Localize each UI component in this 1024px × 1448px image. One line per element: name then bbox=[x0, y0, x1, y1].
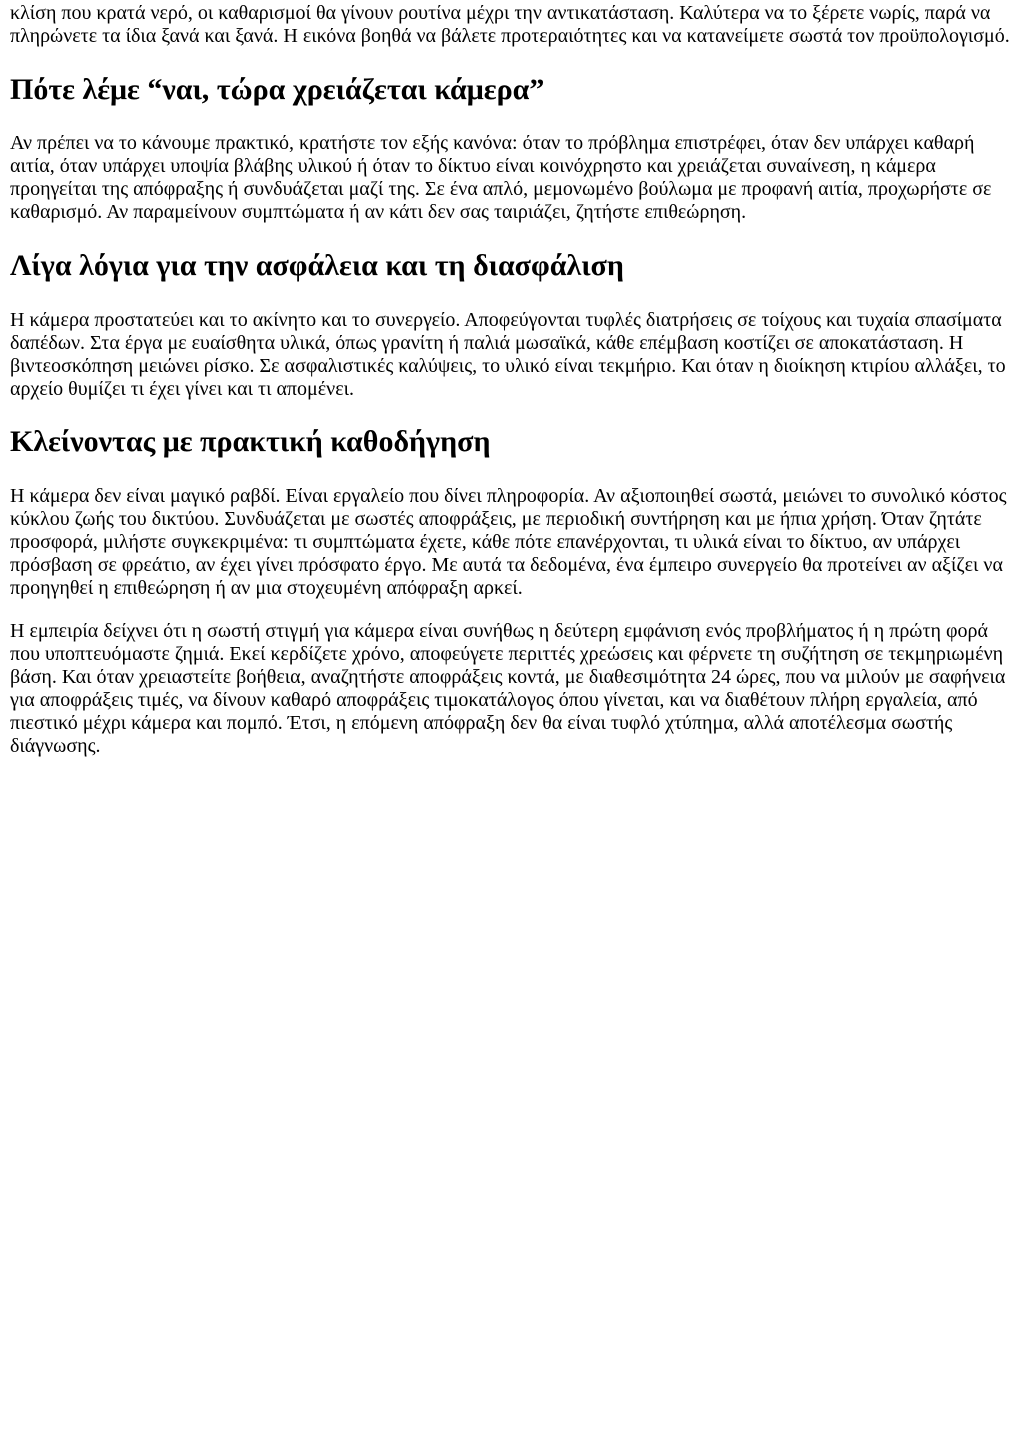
paragraph-closing-advice: Η κάμερα δεν είναι μαγικό ραβδί. Είναι εργαλείο που δίνει πληροφορία. Αν αξιοποιηθεί σωστά, μειώνει το συνολικό κόστος κύκλου ζωής του δικτύου. Συνδυάζεται με σωστές αποφράξεις, με περιοδική συντήρηση και με ήπια χρήση. Όταν ζητάτε προσφορά, μιλήστε συγκεκριμένα: τι συμπτώματα έχετε, κάθε πότε επανέρχονται, τι υλικά είναι το δίκτυο, αν υπάρχει πρόσβαση σε φρεάτιο, αν έχει γίνει πρόσφατο έργο. Με αυτά τα δεδομένα, ένα έμπειρο συνεργείο θα προτείνει αν αξίζει να προηγηθεί η επιθεώρηση ή αν μια στοχευμένη απόφραξη αρκεί. bbox=[10, 484, 1007, 599]
paragraph-budget-continuation: κλίση που κρατά νερό, οι καθαρισμοί θα γίνουν ρουτίνα μέχρι την αντικατάσταση. Καλύτερα να το ξέρετε νωρίς, παρά να πληρώνετε τα ίδια ξανά και ξανά. Η εικόνα βοηθά να βάλετε προτεραιότητες και να κατανείμετε σωστά τον προϋπολογισμό. bbox=[10, 2, 1010, 47]
paragraph-experience-summary: Η εμπειρία δείχνει ότι η σωστή στιγμή για κάμερα είναι συνήθως η δεύτερη εμφάνιση ενός προβλήματος ή η πρώτη φορά που υποπτευόμαστε ζημιά. Εκεί κερδίζετε χρόνο, αποφεύγετε περιττές χρεώσεις και φέρνετε τη συζήτηση σε τεκμηριωμένη βάση. Και όταν χρειαστείτε βοήθεια, αναζητήστε αποφράξεις κοντά, με διαθεσιμότητα 24 ώρες, που να μιλούν με σαφήνεια για αποφράξεις τιμές, να δίνουν καθαρό αποφράξεις τιμοκατάλογος όπου γίνεται, και να διαθέτουν πλήρη εργαλεία, από πιεστικό μέχρι κάμερα και πομπό. Έτσι, η επόμενη απόφραξη δεν θα είναι τυφλό χτύπημα, αλλά αποτέλεσμα σωστής διάγνωσης. bbox=[10, 619, 1006, 757]
paragraph-practical-rule: Αν πρέπει να το κάνουμε πρακτικό, κρατήστε τον εξής κανόνα: όταν το πρόβλημα επιστρέφει, όταν δεν υπάρχει καθαρή αιτία, όταν υπάρχει υποψία βλάβης υλικού ή όταν το δίκτυο είναι κοινόχρηστο και χρειάζεται συναίνεση, η κάμερα προηγείται της απόφραξης ή συνδυάζεται μαζί της. Σε ένα απλό, μεμονωμένο βούλωμα με προφανή αιτία, προχωρήστε σε καθαρισμό. Αν παραμείνουν συμπτώματα ή αν κάτι δεν σας ταιριάζει, ζητήστε επιθεώρηση. bbox=[10, 132, 992, 224]
heading-when-camera-needed: Πότε λέμε “ναι, τώρα χρειάζεται κάμερα” bbox=[10, 72, 545, 106]
paragraph-safety-benefits: Η κάμερα προστατεύει και το ακίνητο και το συνεργείο. Αποφεύγονται τυφλές διατρήσεις σε τοίχους και τυχαία σπασίματα δαπέδων. Στα έργα με ευαίσθητα υλικά, όπως γρανίτη ή παλιά μωσαϊκά, κάθε επέμβαση κοστίζει σε αποκατάσταση. Η βιντεοσκόπηση μειώνει ρίσκο. Σε ασφαλιστικές καλύψεις, το υλικό είναι τεκμήριο. Και όταν η διοίκηση κτιρίου αλλάξει, το αρχείο θυμίζει τι έχει γίνει και τι απομένει. bbox=[10, 308, 1006, 400]
heading-safety-assurance: Λίγα λόγια για την ασφάλεια και τη διασφάλιση bbox=[10, 249, 624, 283]
heading-closing-guidance: Κλείνοντας με πρακτική καθοδήγηση bbox=[10, 425, 491, 459]
